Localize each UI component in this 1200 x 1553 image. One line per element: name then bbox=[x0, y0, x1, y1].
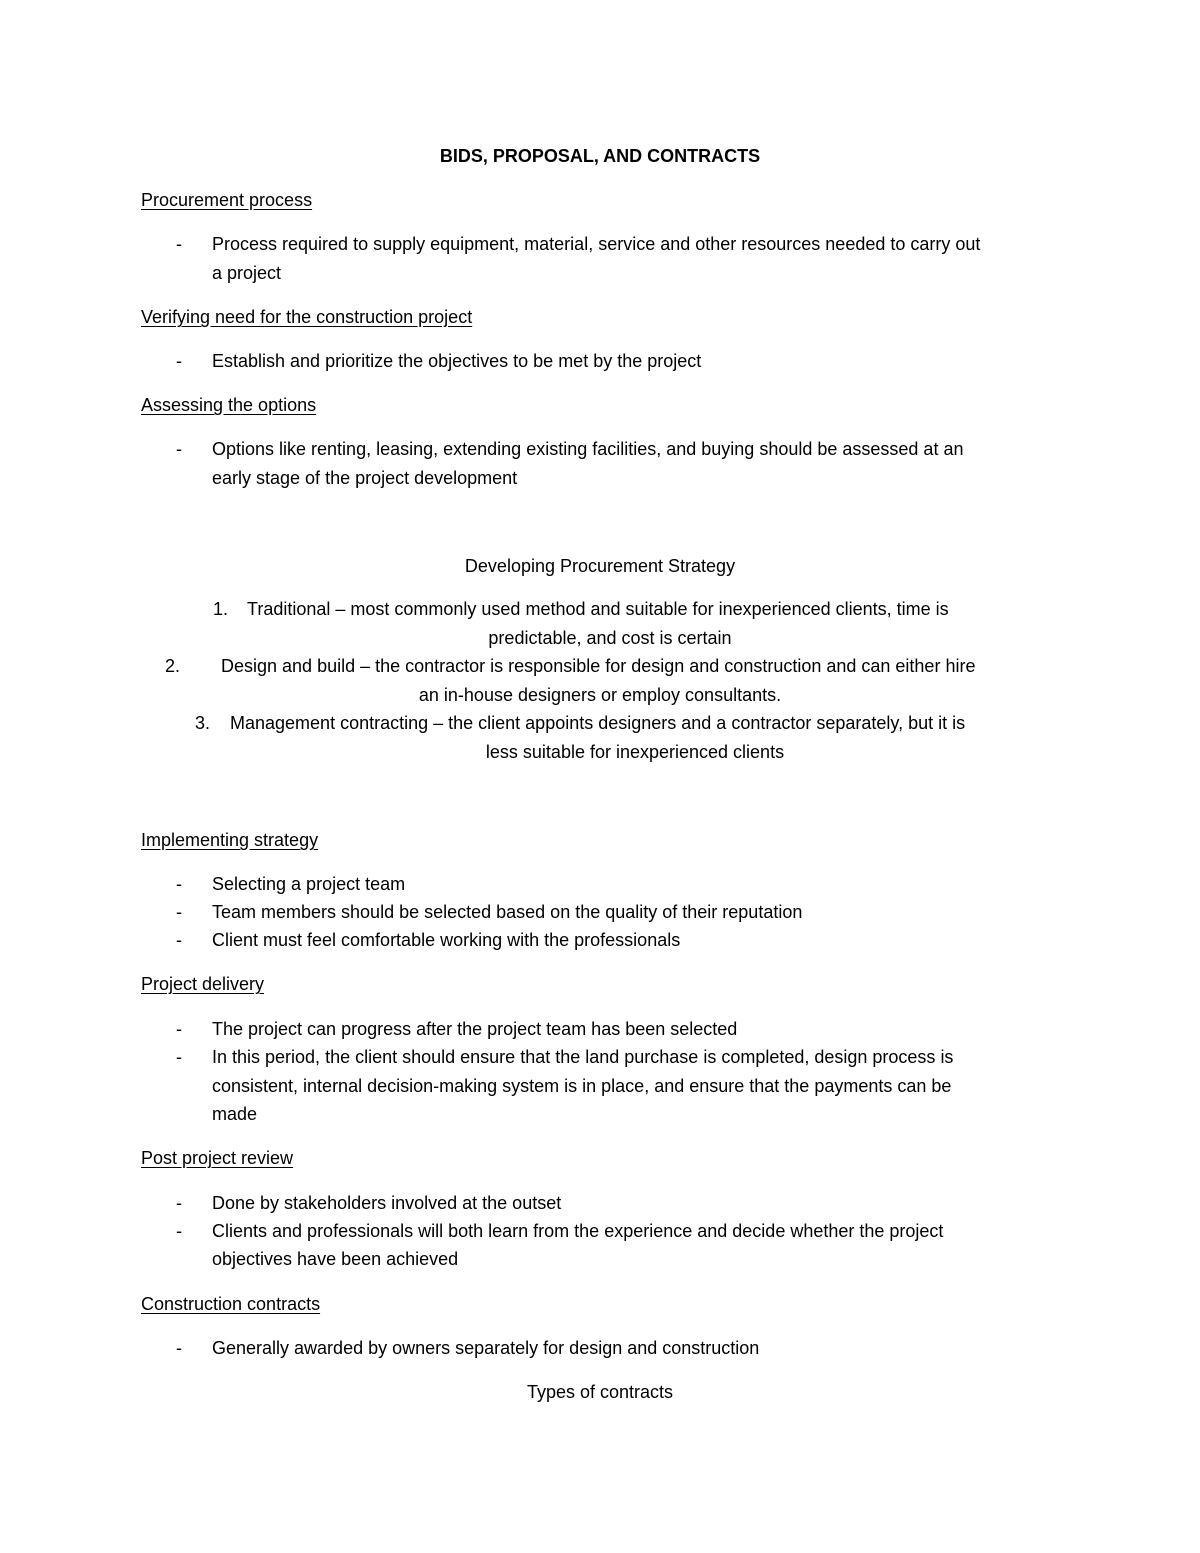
review-bullet-2-line2: objectives have been achieved bbox=[212, 1249, 459, 1269]
procurement-bullet-line1: Process required to supply equipment, material, service and other resources needed to carry out bbox=[212, 234, 981, 254]
contracts-bullet: Generally awarded by owners separately for design and construction bbox=[212, 1338, 760, 1358]
delivery-bullet-1: The project can progress after the project team has been selected bbox=[212, 1019, 738, 1039]
list-number: 1. bbox=[212, 599, 228, 619]
bullet-dash: - bbox=[176, 234, 182, 254]
heading-post-project-review: Post project review bbox=[141, 1148, 294, 1168]
heading-types-of-contracts: Types of contracts bbox=[526, 1382, 674, 1402]
bullet-dash: - bbox=[176, 439, 182, 459]
strategy-item-1-line2: predictable, and cost is certain bbox=[488, 628, 732, 648]
strategy-item-2-line1: Design and build – the contractor is responsible for design and construction and can either hire bbox=[221, 656, 976, 676]
bullet-dash: - bbox=[176, 351, 182, 371]
bullet-dash: - bbox=[176, 1221, 182, 1241]
strategy-item-1-line1: Traditional – most commonly used method and suitable for inexperienced clients, time is bbox=[247, 599, 949, 619]
assessing-bullet-line1: Options like renting, leasing, extending existing facilities, and buying should be assessed at an bbox=[212, 439, 964, 459]
list-number: 3. bbox=[194, 713, 210, 733]
implementing-bullet-3: Client must feel comfortable working with the professionals bbox=[212, 930, 681, 950]
bullet-dash: - bbox=[176, 1047, 182, 1067]
document-title: BIDS, PROPOSAL, AND CONTRACTS bbox=[439, 146, 761, 166]
delivery-bullet-2-line1: In this period, the client should ensure that the land purchase is completed, design process is bbox=[212, 1047, 954, 1067]
implementing-bullet-1: Selecting a project team bbox=[212, 874, 406, 894]
heading-procurement-strategy: Developing Procurement Strategy bbox=[464, 556, 736, 576]
procurement-bullet-line2: a project bbox=[212, 263, 282, 283]
list-number: 2. bbox=[164, 656, 180, 676]
verifying-bullet: Establish and prioritize the objectives to be met by the project bbox=[212, 351, 702, 371]
delivery-bullet-2-line2: consistent, internal decision-making system is in place, and ensure that the payments can be bbox=[212, 1076, 952, 1096]
heading-procurement-process: Procurement process bbox=[141, 190, 313, 210]
review-bullet-1: Done by stakeholders involved at the outset bbox=[212, 1193, 562, 1213]
bullet-dash: - bbox=[176, 874, 182, 894]
heading-project-delivery: Project delivery bbox=[141, 974, 265, 994]
strategy-item-3-line1: Management contracting – the client appoints designers and a contractor separately, but it is bbox=[230, 713, 966, 733]
heading-construction-contracts: Construction contracts bbox=[141, 1294, 321, 1314]
delivery-bullet-2-line3: made bbox=[212, 1104, 258, 1124]
heading-implementing-strategy: Implementing strategy bbox=[141, 830, 319, 850]
strategy-item-3-line2: less suitable for inexperienced clients bbox=[485, 742, 785, 762]
bullet-dash: - bbox=[176, 902, 182, 922]
review-bullet-2-line1: Clients and professionals will both learn from the experience and decide whether the project bbox=[212, 1221, 944, 1241]
implementing-bullet-2: Team members should be selected based on the quality of their reputation bbox=[212, 902, 803, 922]
bullet-dash: - bbox=[176, 1193, 182, 1213]
strategy-item-2-line2: an in-house designers or employ consultants. bbox=[418, 685, 782, 705]
bullet-dash: - bbox=[176, 1019, 182, 1039]
heading-assessing-options: Assessing the options bbox=[141, 395, 317, 415]
bullet-dash: - bbox=[176, 1338, 182, 1358]
heading-verifying-need: Verifying need for the construction project bbox=[141, 307, 473, 327]
bullet-dash: - bbox=[176, 930, 182, 950]
assessing-bullet-line2: early stage of the project development bbox=[212, 468, 518, 488]
